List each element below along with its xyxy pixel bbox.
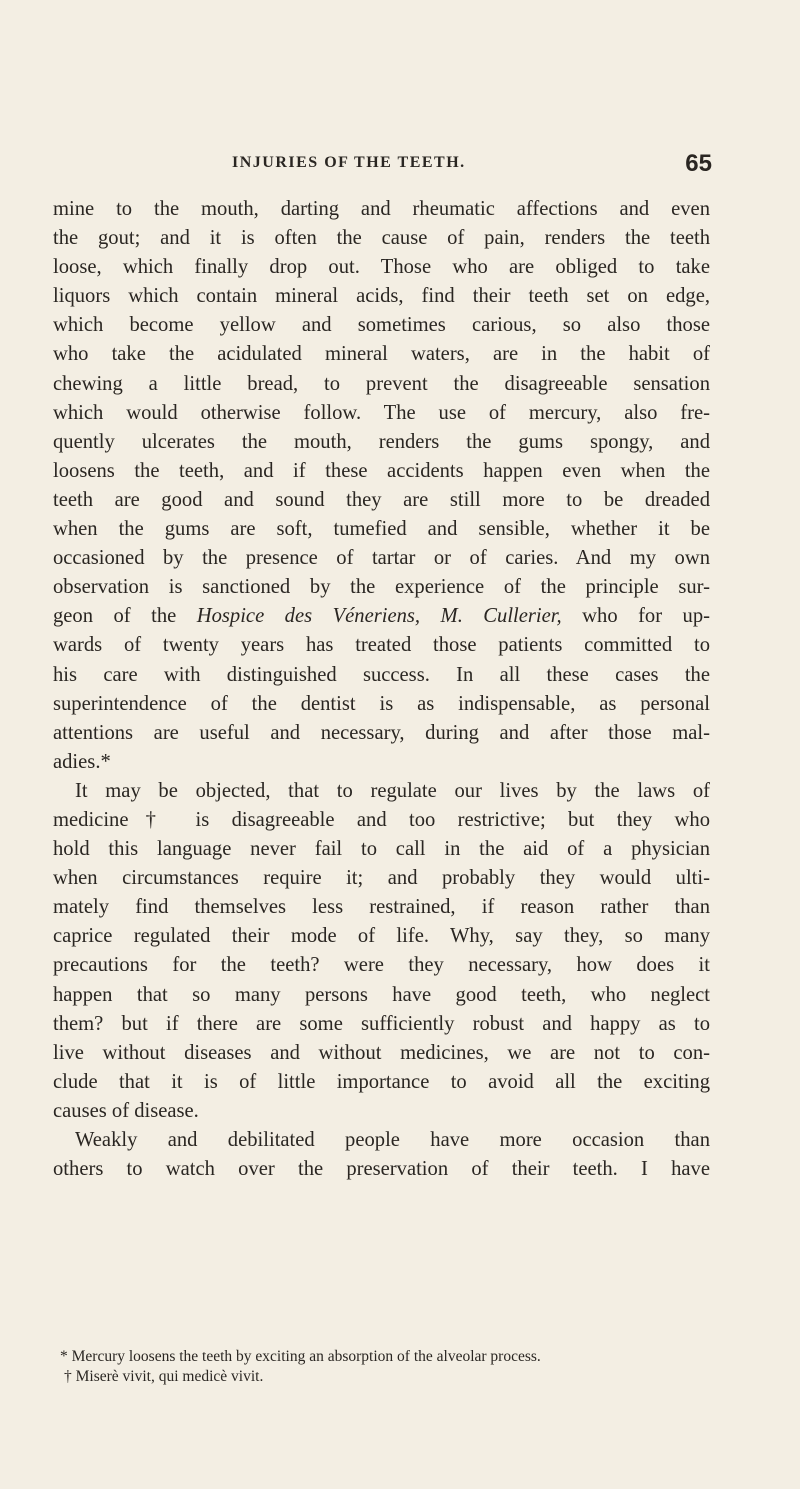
text-line: live without diseases and without medicines, we are not to con- <box>53 1041 710 1064</box>
text-line: clude that it is of little importance to avoid all the exciting <box>53 1070 710 1093</box>
text-line: quently ulcerates the mouth, renders the gums spongy, and <box>53 430 710 453</box>
text-line: causes of disease. <box>53 1099 199 1122</box>
page-number: 65 <box>685 150 712 177</box>
text-line: teeth are good and sound they are still more to be dreaded <box>53 488 710 511</box>
text-line: when the gums are soft, tumefied and sensible, whether it be <box>53 518 710 541</box>
footnote-dagger: † Miserè vivit, qui medicè vivit. <box>64 1368 264 1385</box>
text-line: which would otherwise follow. The use of mercury, also fre- <box>53 401 710 424</box>
text-line: adies.* <box>53 750 111 773</box>
text-line: occasioned by the presence of tartar or of caries. And my own <box>53 547 710 570</box>
running-title: INJURIES OF THE TEETH. <box>232 154 466 171</box>
running-head <box>232 150 712 180</box>
text-line: others to watch over the preservation of their teeth. I have <box>53 1158 710 1181</box>
text-line: hold this language never fail to call in the aid of a physician <box>53 838 710 861</box>
text-line: his care with distinguished success. In all these cases the <box>53 663 710 686</box>
text-line: the gout; and it is often the cause of pain, renders the teeth <box>53 227 710 250</box>
text-line: superintendence of the dentist is as indispensable, as personal <box>53 692 710 715</box>
footnote-asterisk: * Mercury loosens the teeth by exciting an absorption of the alveolar process. <box>60 1348 541 1365</box>
text-line: wards of twenty years has treated those patients committed to <box>53 634 710 657</box>
text-line: when circumstances require it; and probably they would ulti- <box>53 867 710 890</box>
text-line: mine to the mouth, darting and rheumatic affections and even <box>53 198 710 220</box>
text-line: who take the acidulated mineral waters, are in the habit of <box>53 343 710 366</box>
italic-institution-name: Hospice des Véneriens, M. Cullerier, <box>196 605 562 628</box>
text-line: chewing a little bread, to prevent the disagreeable sensation <box>53 372 710 395</box>
text-segment: geon of the <box>53 605 197 628</box>
paragraph-start-line: It may be objected, that to regulate our lives by the laws of <box>75 779 710 802</box>
text-line: loose, which finally drop out. Those who are obliged to take <box>53 256 710 279</box>
text-line: precautions for the teeth? were they necessary, how does it <box>53 954 710 977</box>
text-line: them? but if there are some sufficiently robust and happy as to <box>53 1012 710 1035</box>
text-line-with-italic <box>53 602 710 631</box>
paragraph-start-line: Weakly and debilitated people have more occasion than <box>75 1129 710 1151</box>
text-line: loosens the teeth, and if these accidents happen even when the <box>53 459 710 482</box>
text-line: medicine† is disagreeable and too restrictive; but they who <box>53 808 710 831</box>
text-line: observation is sanctioned by the experience of the principle sur- <box>53 576 710 599</box>
text-line: attentions are useful and necessary, during and after those mal- <box>53 721 710 744</box>
text-line: liquors which contain mineral acids, find their teeth set on edge, <box>53 285 710 308</box>
text-line: mately find themselves less restrained, if reason rather than <box>53 896 710 919</box>
text-line: which become yellow and sometimes carious, so also those <box>53 314 710 337</box>
text-line: happen that so many persons have good teeth, who neglect <box>53 983 710 1006</box>
text-segment: who for up- <box>561 605 710 628</box>
footnotes <box>60 1347 713 1387</box>
body-text <box>53 195 710 1184</box>
text-line: caprice regulated their mode of life. Why, say they, so many <box>53 925 710 948</box>
